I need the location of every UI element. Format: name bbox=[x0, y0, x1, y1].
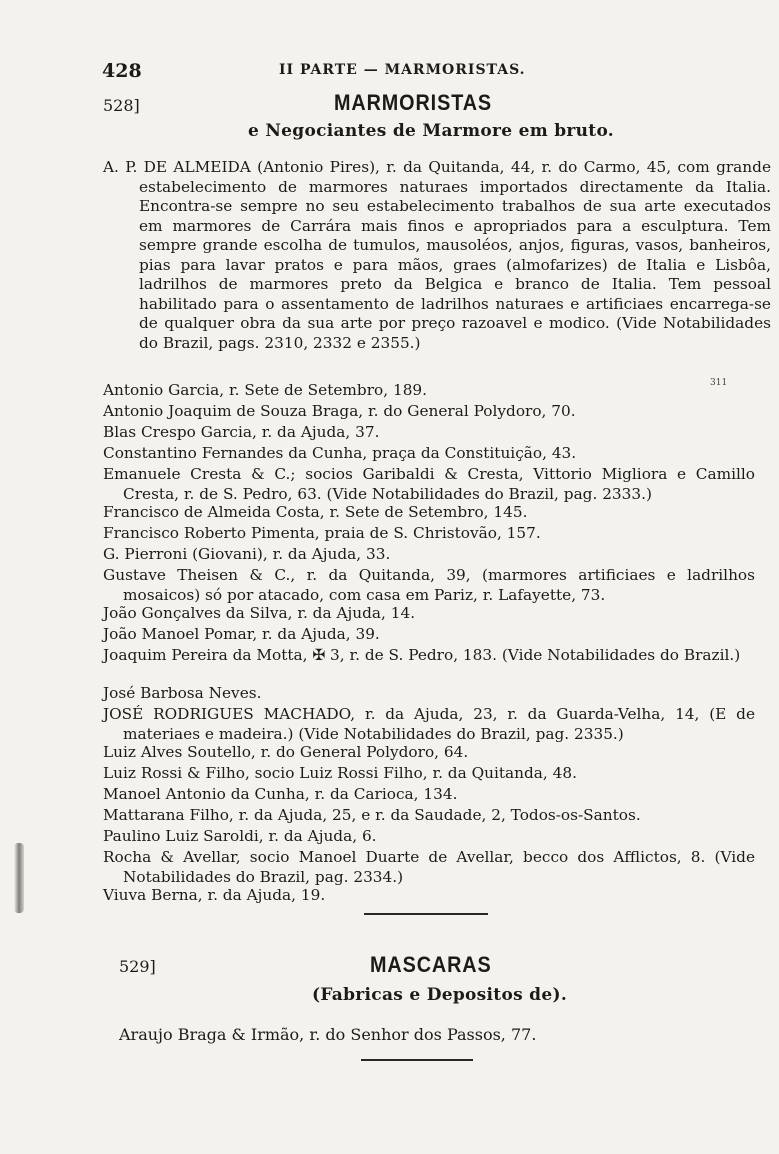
entry-blas-crespo: Blas Crespo Garcia, r. da Ajuda, 37. bbox=[103, 423, 380, 441]
section-number-528: 528] bbox=[103, 96, 140, 115]
entry-saroldi: Paulino Luiz Saroldi, r. da Ajuda, 6. bbox=[103, 827, 377, 845]
entry-barbosa: José Barbosa Neves. bbox=[103, 684, 262, 702]
page-edge-shadow bbox=[14, 843, 24, 913]
section-divider-1 bbox=[364, 913, 488, 915]
entry-rocha-avellar: Rocha & Avellar, socio Manoel Duarte de Avellar, becco dos Afflictos, 8. (Vide Notabilidades do Brazil, pag. 2334.) bbox=[103, 848, 755, 886]
entry-pierroni: G. Pierroni (Giovani), r. da Ajuda, 33. bbox=[103, 545, 391, 563]
entry-almeida: A. P. DE ALMEIDA (Antonio Pires), r. da Quitanda, 44, r. do Carmo, 45, com grande estabelecimento de marmores naturaes importados directamente da Italia. Encontra-se sempre no seu estabelecimento trabalhos de sua arte executados em marmores de Carrára mais finos e apropriados para a esculptura. Tem sempre grande escolha de tumulos, mausoléos, anjos, figuras, vasos, banheiros, pias para lavar pratos e para mãos, graes (almofarizes) de Italia e Lisbôa, ladrilhos de marmores preto da Belgica e branco de Italia. Tem pessoal habilitado para o assentamento de ladrilhos naturaes e artificiaes encarrega-se de qualquer obra da sua arte por preço razoavel e modico. (Vide Notabilidades do Brazil, pags. 2310, 2332 e 2355.) bbox=[103, 158, 771, 352]
entry-motta: Joaquim Pereira da Motta, ✠ 3, r. de S. Pedro, 183. (Vide Notabilidades do Brazil.) bbox=[103, 646, 741, 664]
entry-almeida-costa: Francisco de Almeida Costa, r. Sete de Setembro, 145. bbox=[103, 503, 528, 521]
section-title-mascaras: MASCARAS bbox=[370, 952, 492, 977]
entry-pomar: João Manoel Pomar, r. da Ajuda, 39. bbox=[103, 625, 380, 643]
entry-mattarana: Mattarana Filho, r. da Ajuda, 25, e r. da Saudade, 2, Todos-os-Santos. bbox=[103, 806, 641, 824]
entry-rossi: Luiz Rossi & Filho, socio Luiz Rossi Filho, r. da Quitanda, 48. bbox=[103, 764, 577, 782]
entry-theisen: Gustave Theisen & C., r. da Quitanda, 39, (marmores artificiaes e ladrilhos mosaicos) só por atacado, com casa em Pariz, r. Lafayette, 73. bbox=[103, 566, 755, 604]
section-subtitle-mascaras: (Fabricas e Depositos de). bbox=[312, 985, 568, 1005]
page-number: 428 bbox=[102, 60, 142, 82]
entry-rodrigues-machado: JOSÉ RODRIGUES MACHADO, r. da Ajuda, 23, r. da Guarda-Velha, 14, (E de materiaes e madeira.) (Vide Notabilidades do Brazil, pag. 2335.) bbox=[103, 705, 755, 743]
entry-araujo-braga: Araujo Braga & Irmão, r. do Senhor dos Passos, 77. bbox=[119, 1025, 537, 1044]
entry-souza-braga: Antonio Joaquim de Souza Braga, r. do General Polydoro, 70. bbox=[103, 402, 576, 420]
entry-manoel-cunha: Manoel Antonio da Cunha, r. da Carioca, 134. bbox=[103, 785, 458, 803]
entry-constantino: Constantino Fernandes da Cunha, praça da Constituição, 43. bbox=[103, 444, 577, 462]
entry-soutello: Luiz Alves Soutello, r. do General Polydoro, 64. bbox=[103, 743, 469, 761]
entry-pimenta: Francisco Roberto Pimenta, praia de S. Christovão, 157. bbox=[103, 524, 541, 542]
entry-viuva-berna: Viuva Berna, r. da Ajuda, 19. bbox=[103, 886, 326, 904]
section-divider-2 bbox=[361, 1059, 473, 1061]
running-title: II PARTE — MARMORISTAS. bbox=[279, 62, 526, 78]
section-number-529: 529] bbox=[119, 957, 156, 976]
section-title-marmoristas: MARMORISTAS bbox=[334, 90, 493, 115]
entry-antonio-garcia: Antonio Garcia, r. Sete de Setembro, 189. bbox=[103, 381, 428, 399]
entry-emanuele-cresta: Emanuele Cresta & C.; socios Garibaldi & Cresta, Vittorio Migliora e Camillo Cresta, r. de S. Pedro, 63. (Vide Notabilidades do Brazil, pag. 2333.) bbox=[103, 465, 755, 503]
margin-mark: 311 bbox=[710, 378, 728, 388]
entry-goncalves: João Gonçalves da Silva, r. da Ajuda, 14. bbox=[103, 604, 416, 622]
section-subtitle-marmoristas: e Negociantes de Marmore em bruto. bbox=[248, 121, 615, 141]
